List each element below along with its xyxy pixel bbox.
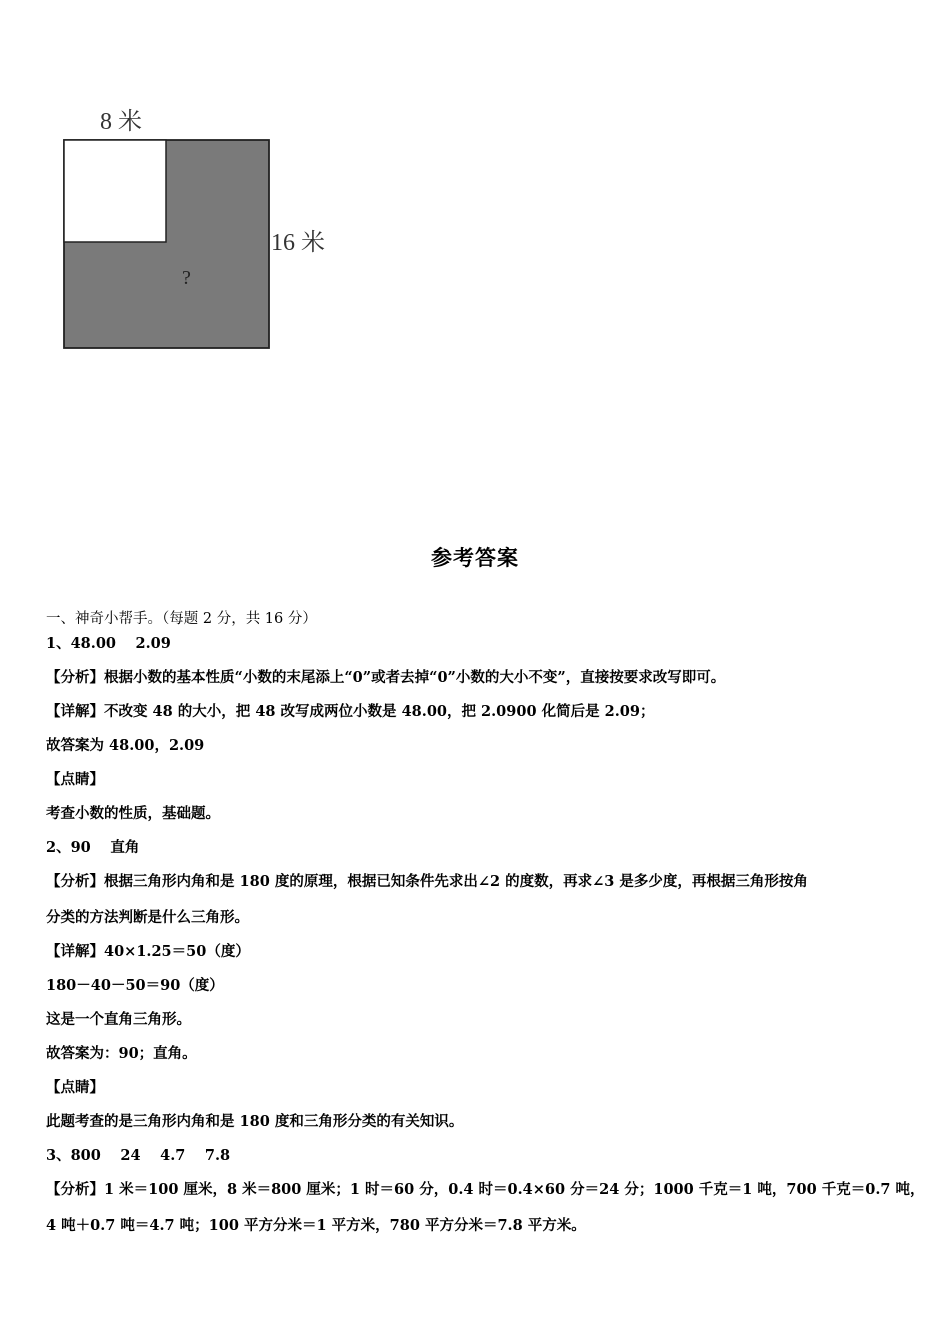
- answer-line: 3、800 24 4.7 7.8: [46, 1147, 231, 1164]
- analysis-line-continued: 4 吨＋0.7 吨＝4.7 吨；100 平方分米＝1 平方米，780 平方分米＝7.8 平方米。: [46, 1217, 586, 1234]
- detail-line: 这是一个直角三角形。: [46, 1011, 191, 1028]
- unknown-area-label: ?: [182, 267, 191, 289]
- top-length-label: 8 米: [100, 109, 142, 135]
- conclusion-line: 故答案为 48.00，2.09: [46, 737, 205, 754]
- side-length-label: 16 米: [271, 230, 325, 256]
- analysis-line-continued: 分类的方法判断是什么三角形。: [46, 909, 249, 926]
- square-diagram: [40, 100, 360, 370]
- comment-line: 此题考查的是三角形内角和是 180 度和三角形分类的有关知识。: [46, 1113, 464, 1130]
- calculation-line: 180－40－50＝90（度）: [46, 977, 224, 994]
- answer-line: 1、48.00 2.09: [46, 635, 171, 652]
- comment-line: 考查小数的性质，基础题。: [46, 805, 220, 822]
- detail-line: 【详解】40×1.25＝50（度）: [46, 943, 250, 960]
- detail-line: 【详解】不改变 48 的大小，把 48 改写成两位小数是 48.00，把 2.0900 化简后是 2.09；: [46, 703, 655, 720]
- analysis-line: 【分析】1 米＝100 厘米，8 米＝800 厘米；1 时＝60 分，0.4 时＝0.4×60 分＝24 分；1000 千克＝1 吨，700 千克＝0.7 吨，: [46, 1181, 925, 1198]
- square-figure: [40, 100, 360, 370]
- section-heading: 一、神奇小帮手。（每题 2 分，共 16 分）: [46, 611, 317, 627]
- analysis-line: 【分析】根据小数的基本性质“小数的末尾添上“0”或者去掉“0”小数的大小不变”，直接按要求改写即可。: [46, 669, 726, 686]
- answers-title: 参考答案: [431, 546, 519, 570]
- comment-heading: 【点睛】: [46, 771, 104, 788]
- answer-line: 2、90 直角: [46, 839, 140, 856]
- analysis-line: 【分析】根据三角形内角和是 180 度的原理，根据已知条件先求出∠2 的度数，再求∠3 是多少度，再根据三角形按角: [46, 873, 808, 890]
- small-square-white: [64, 140, 166, 242]
- conclusion-line: 故答案为：90；直角。: [46, 1045, 197, 1062]
- comment-heading: 【点睛】: [46, 1079, 104, 1096]
